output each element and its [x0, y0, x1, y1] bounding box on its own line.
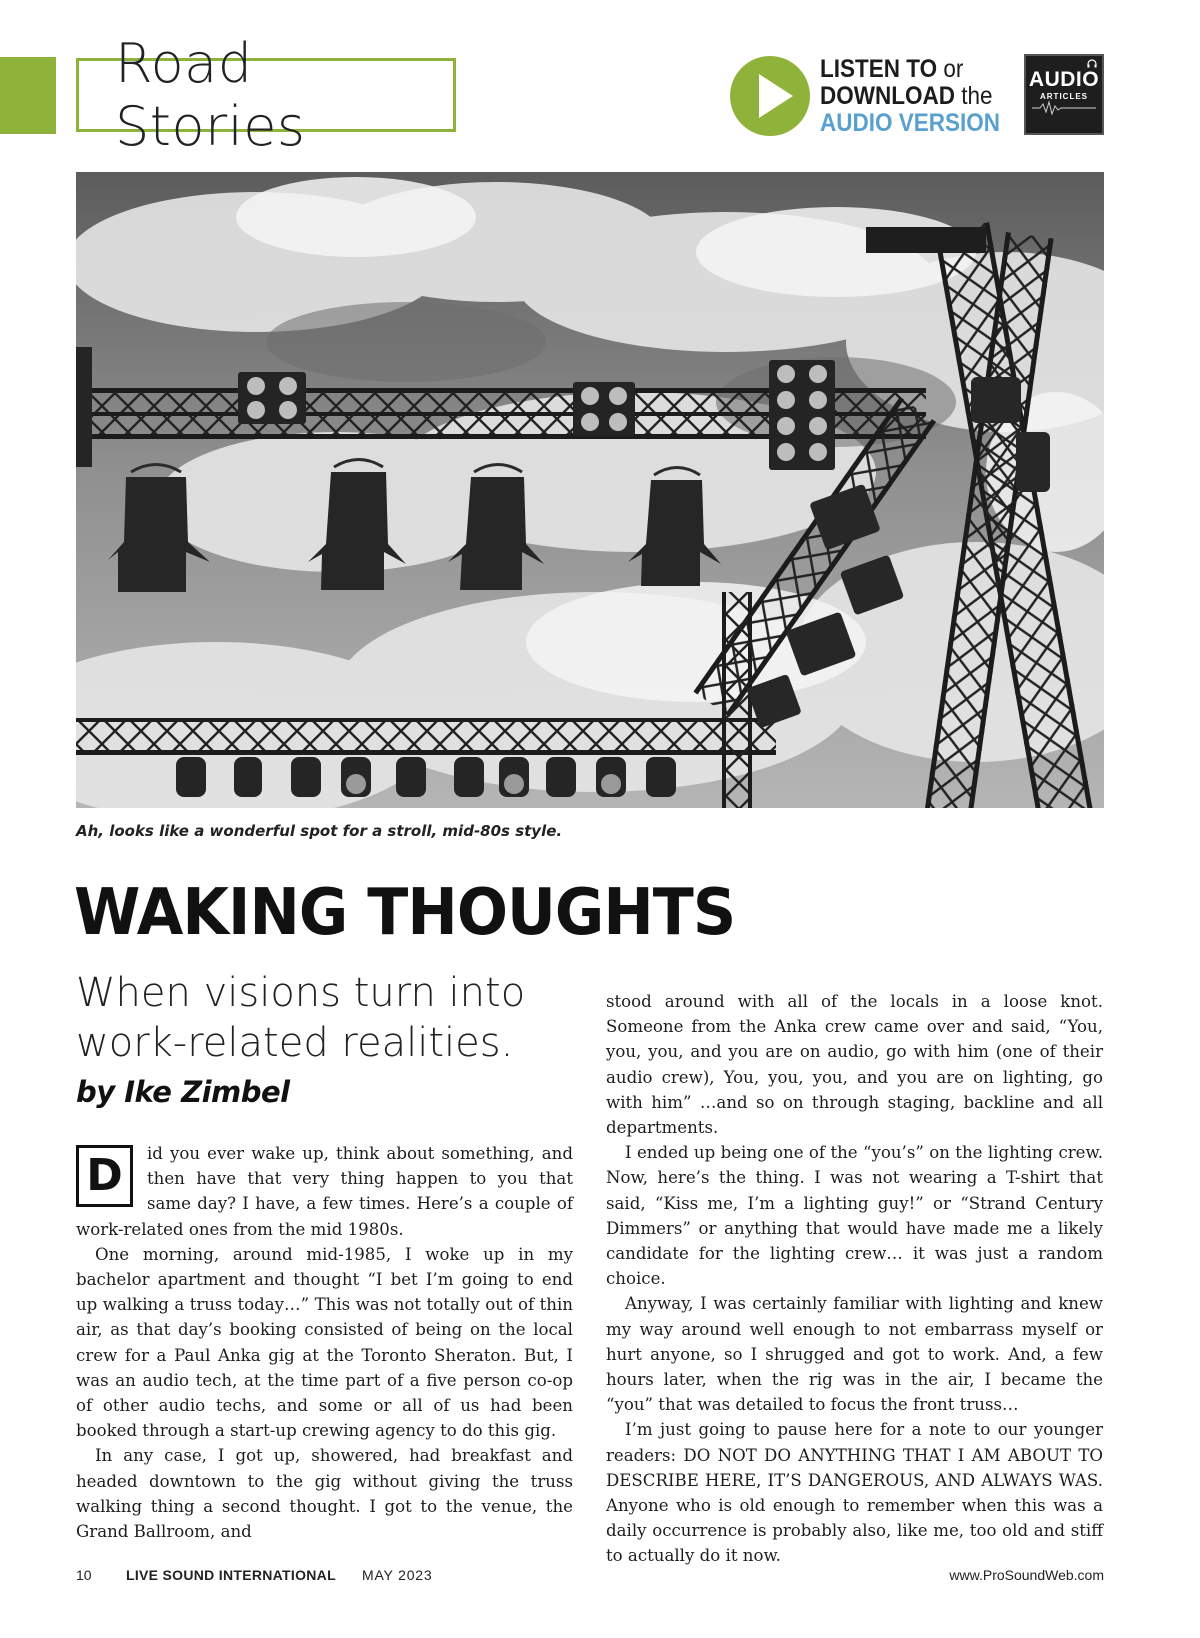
listen-label: LISTEN TO [820, 54, 938, 83]
article-paragraph: stood around with all of the locals in a loose knot. Someone from the Anka crew came over and said, “You, you, you, and you are on audio, go with him (one of their audio crew), You, you, you, and you are on lighting, go with him” …and so on through staging, backline and all departments. [606, 992, 1103, 1138]
article-paragraph: I’m just going to pause here for a note to our younger readers: DO NOT DO ANYTHING THAT I AM ABOUT TO DESCRIBE HERE, IT’S DANGEROUS, AND ALWAYS WAS. Anyone who is old enough to remember when this was a daily occurrence is probably also, like me, too old and stiff to actually do it now. [606, 1420, 1103, 1566]
waveform-icon [1032, 100, 1096, 116]
article-column-right [606, 989, 1103, 1569]
audio-version-link[interactable] [730, 55, 1020, 137]
article-paragraph: Anyway, I was certainly familiar with lighting and knew my way around well enough to not embarrass myself or hurt anyone, so I shrugged and got to work. And, a few hours later, when the rig was in the air, I became the “you” that was detailed to focus the front truss… [606, 1294, 1103, 1415]
article-byline: by Ike Zimbel [76, 1075, 290, 1109]
article-paragraph: One morning, around mid-1985, I woke up in my bachelor apartment and thought “I bet I’m going to end up walking a truss today…” This was not totally out of thin air, as that day’s booking consisted of being on the local crew for a Paul Anka gig at the Toronto Sheraton. But, I was an audio tech, at the time part of a five person co-op of other audio techs, and some or all of us had been booked through a start-up crewing agency to do this gig. [76, 1244, 573, 1441]
section-title-text: Road Stories [115, 32, 306, 158]
section-title [76, 32, 456, 158]
website-link[interactable]: www.ProSoundWeb.com [949, 1567, 1104, 1583]
audio-promo-text[interactable] [820, 56, 1000, 137]
photo-caption: Ah, looks like a wonderful spot for a stroll, mid-80s style. [76, 822, 563, 840]
article-subhead: When visions turn into work-related realities. [76, 970, 526, 1066]
audio-articles-badge[interactable] [1024, 54, 1104, 135]
headphones-icon [1087, 59, 1097, 68]
badge-subtitle: ARTICLES [1040, 92, 1088, 101]
badge-title: AUDIO [1028, 68, 1100, 91]
article-paragraph: id you ever wake up, think about something, and then have that very thing happen to you that same day? I have, a few times. Here’s a couple of work-related ones from the mid 1980s. [76, 1144, 573, 1239]
article-paragraph: In any case, I got up, showered, had breakfast and headed downtown to the gig without giving the truss walking thing a second thought. I got to the venue, the Grand Ballroom, and [76, 1446, 573, 1542]
drop-cap: D [76, 1145, 133, 1207]
article-paragraph: I ended up being one of the “you’s” on the lighting crew. Now, here’s the thing. I was not wearing a T-shirt that said, “Kiss me, I’m a lighting guy!” or “Strand Century Dimmers” or anything that would have made me a likely candidate for the lighting crew… it was just a random choice. [606, 1143, 1103, 1289]
download-label: DOWNLOAD [820, 81, 955, 110]
play-icon[interactable] [730, 56, 810, 136]
audio-version-label: AUDIO VERSION [820, 108, 1001, 137]
article-headline: WAKING THOUGHTS [74, 876, 736, 950]
or-label: or [937, 54, 964, 83]
publication-name: LIVE SOUND INTERNATIONAL [126, 1567, 336, 1583]
the-label: the [954, 81, 993, 110]
page-number: 10 [76, 1567, 92, 1583]
section-color-tab [0, 57, 56, 134]
article-column-left [76, 1141, 573, 1544]
stage-truss-photo [76, 172, 1104, 808]
issue-date: MAY 2023 [362, 1567, 433, 1583]
page-footer [76, 1567, 1104, 1587]
